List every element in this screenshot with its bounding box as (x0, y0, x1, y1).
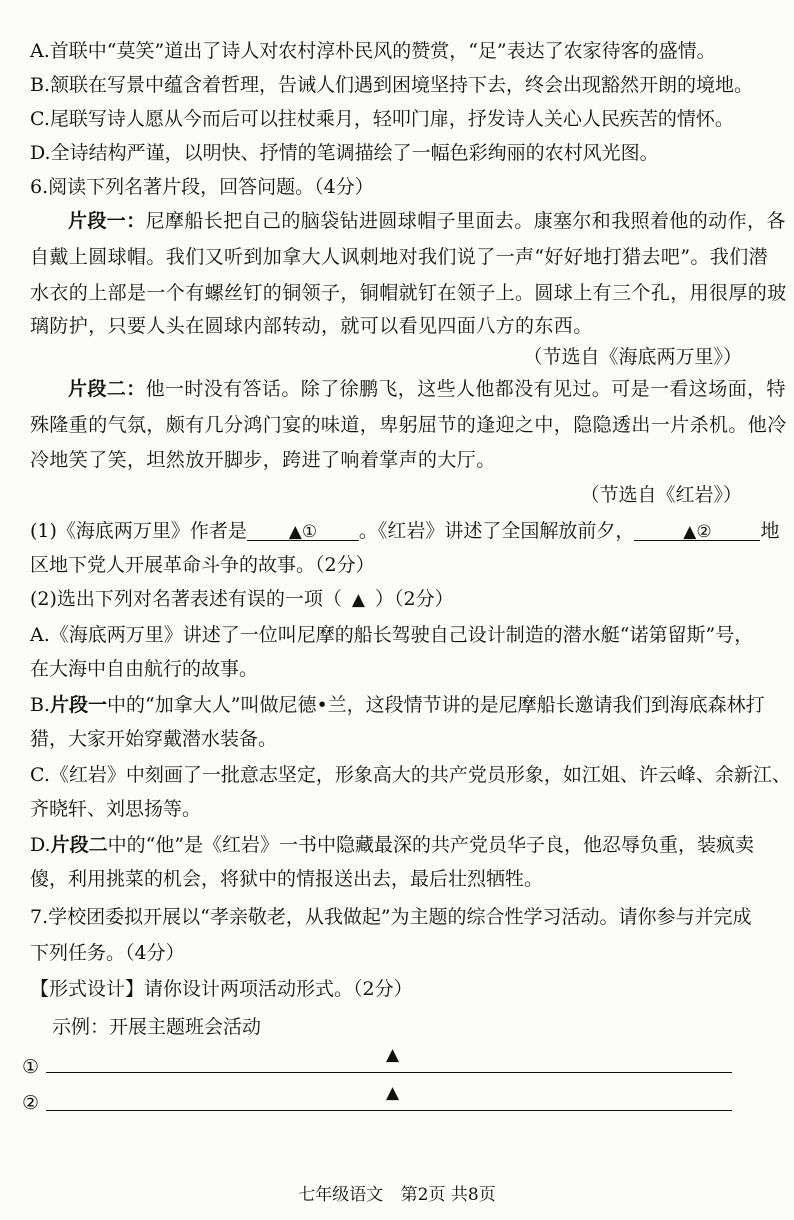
q6-option-a-line2: 在大海中自由航行的故事。 (30, 658, 259, 680)
excerpt1-line-4: 璃防护，只要人头在圆球内部转动，就可以看见四面八方的东西。 (30, 315, 593, 337)
q6-option-d-line2: 傻，利用挑菜的机会，将狱中的情报送出去，最后壮烈牺牲。 (30, 868, 544, 890)
excerpt1-text-1: 尼摩船长把自己的脑袋钻进圆球帽子里面去。康塞尔和我照着他的动作，各 (145, 210, 786, 232)
answer-1-number: ① (22, 1056, 40, 1078)
q6-title: 6.阅读下列名著片段，回答问题。（4分） (30, 176, 374, 198)
q6-option-c-line1: C.《红岩》中刻画了一批意志坚定，形象高大的共产党员形象，如江姐、许云峰、余新江、 (30, 764, 791, 786)
q6-sub2-text-a: (2)选出下列对名著表述有误的一项（ (30, 588, 342, 610)
q6-option-b-bold: 片段一 (50, 694, 108, 716)
q5-option-a: A.首联中“莫笑”道出了诗人对农村淳朴民风的赞赏，“足”表达了农家待客的盛情。 (30, 40, 716, 62)
blank-1-marker: ▲① (288, 522, 318, 542)
excerpt2-line-2: 殊隆重的气氛，颇有几分鸿门宴的味道，卑躬屈节的逢迎之中，隐隐透出一片杀机。他冷 (30, 414, 787, 436)
answer-2-line[interactable] (46, 1110, 732, 1111)
answer-2-number: ② (22, 1092, 40, 1114)
q6-sub1-line2: 区地下党人开展革命斗争的故事。（2分） (30, 554, 375, 576)
excerpt1-label: 片段一： (68, 210, 146, 232)
excerpt1-source: （节选自《海底两万里》） (523, 346, 742, 368)
excerpt1-line-3: 水衣的上部是一个有螺丝钉的铜领子，铜帽就钉在领子上。圆球上有三个孔，用很厚的玻 (30, 282, 787, 304)
footer-subject: 七年级语文 (298, 1185, 384, 1205)
q6-option-b-text: 中的“加拿大人”叫做尼德•兰，这段情节讲的是尼摩船长邀请我们到海底森林打 (107, 694, 765, 716)
answer-blank-1[interactable] (247, 518, 359, 541)
q7-title-line1: 7.学校团委拟开展以“孝亲敬老，从我做起”为主题的综合性学习活动。请你参与并完成 (30, 906, 752, 928)
answer-1-marker: ▲ (386, 1045, 400, 1065)
q7-example: 示例：开展主题班会活动 (52, 1016, 262, 1038)
q6-option-d-prefix: D. (30, 834, 51, 856)
q6-sub2 (30, 586, 454, 613)
excerpt2-line-3: 冷地笑了笑，坦然放开脚步，跨进了响着掌声的大厅。 (30, 449, 496, 471)
q6-sub2-answer-marker[interactable]: ▲ (351, 590, 365, 610)
q6-option-b-prefix: B. (30, 694, 51, 716)
excerpt2-text-1: 他一时没有答话。除了徐鹏飞，这些人他都没有见过。可是一看这场面，特 (145, 378, 786, 400)
q6-option-b-line2: 猎，大家开始穿戴潜水装备。 (30, 728, 278, 750)
answer-2-marker: ▲ (386, 1083, 400, 1103)
q7-task: 【形式设计】请你设计两项活动形式。（2分） (30, 978, 413, 1000)
footer-page-number: 第2页 共8页 (400, 1185, 496, 1205)
excerpt1-line-1 (68, 208, 786, 234)
q6-sub1 (30, 518, 779, 544)
q5-option-b: B.颔联在写景中蕴含着哲理，告诫人们遇到困境坚持下去，终会出现豁然开朗的境地。 (30, 74, 754, 96)
q6-option-b-line1 (30, 692, 765, 718)
answer-blank-2[interactable] (634, 518, 760, 541)
q6-sub1-text-a: (1)《海底两万里》作者是 (30, 520, 247, 542)
excerpt2-source: （节选自《红岩》） (580, 484, 742, 506)
q6-option-d-text: 中的“他”是《红岩》一书中隐藏最深的共产党员华子良，他忍辱负重，装疯卖 (107, 834, 755, 856)
excerpt2-label: 片段二： (68, 378, 146, 400)
q6-sub1-text-c: 地 (760, 520, 780, 542)
q6-option-d-line1 (30, 832, 754, 858)
q6-option-d-bold: 片段二 (50, 834, 108, 856)
q5-option-c: C.尾联写诗人愿从今而后可以拄杖乘月，轻叩门扉，抒发诗人关心人民疾苦的情怀。 (30, 108, 734, 130)
page-footer (0, 1180, 794, 1205)
q6-option-a-line1: A.《海底两万里》讲述了一位叫尼摩的船长驾驶自己设计制造的潜水艇“诺第留斯”号， (30, 624, 754, 646)
excerpt1-line-2: 自戴上圆球帽。我们又听到加拿大人讽刺地对我们说了一声“好好地打猎去吧”。我们潜 (30, 246, 769, 268)
excerpt2-line-1 (68, 376, 786, 402)
q6-sub1-text-b: 。《红岩》讲述了全国解放前夕， (358, 520, 635, 542)
q6-option-c-line2: 齐晓轩、刘思扬等。 (30, 798, 202, 820)
blank-2-marker: ▲② (683, 522, 712, 542)
q5-option-d: D.全诗结构严谨，以明快、抒情的笔调描绘了一幅色彩绚丽的农村风光图。 (30, 142, 659, 164)
answer-1-line[interactable] (46, 1072, 732, 1073)
q7-title-line2: 下列任务。（4分） (30, 942, 185, 964)
q6-sub2-text-b: ）（2分） (375, 588, 454, 610)
